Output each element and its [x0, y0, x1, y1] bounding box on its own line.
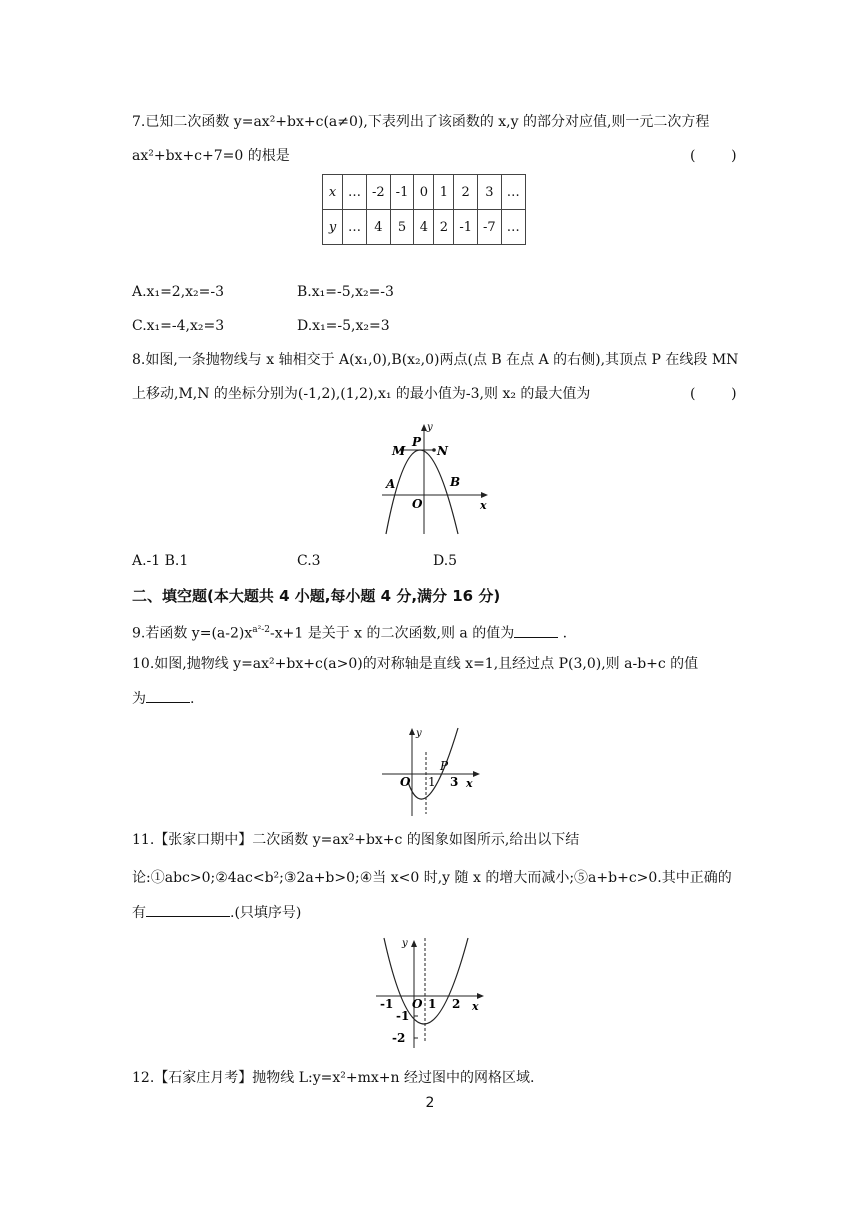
- table-cell: 4: [414, 210, 434, 245]
- x-axis-arrow: [473, 771, 480, 777]
- table-cell: …: [501, 210, 525, 245]
- q7-answer-paren: ( ): [690, 148, 737, 164]
- q8-stem-line2: 上移动,M,N 的坐标分别为(-1,2),(1,2),x₁ 的最小值为-3,则 x₂ 的最大值为: [132, 386, 591, 402]
- label-two: 2: [452, 997, 461, 1011]
- q10-text-pre: 为: [132, 691, 146, 707]
- table-cell: 2: [454, 175, 478, 210]
- q7-stem-line1: 7.已知二次函数 y=ax²+bx+c(a≠0),下表列出了该函数的 x,y 的部分对应值,则一元二次方程: [132, 114, 710, 130]
- table-cell: x: [323, 175, 343, 210]
- table-cell: …: [343, 210, 367, 245]
- table-cell: -1: [454, 210, 478, 245]
- label-x: x: [472, 1000, 479, 1013]
- q10-stem-line1: 10.如图,抛物线 y=ax²+bx+c(a>0)的对称轴是直线 x=1,且经过点 P(3,0),则 a-b+c 的值: [132, 656, 699, 672]
- q11-stem-line2: 论:①abc>0;②4ac<b²;③2a+b>0;④当 x<0 时,y 随 x 的增大而减小;⑤a+b+c>0.其中正确的: [132, 870, 732, 886]
- label-three: 3: [450, 775, 459, 789]
- label-p: P: [412, 435, 422, 449]
- label-x: x: [480, 499, 487, 512]
- table-cell: 1: [434, 175, 454, 210]
- table-row: [323, 175, 526, 210]
- label-m: M: [392, 444, 406, 458]
- label-one: 1: [428, 997, 437, 1011]
- table-cell: y: [323, 210, 343, 245]
- label-o: O: [412, 997, 423, 1011]
- label-neg1-x: -1: [380, 997, 394, 1011]
- q8-stem-line1: 8.如图,一条抛物线与 x 轴相交于 A(x₁,0),B(x₂,0)两点(点 B 在点 A 的右侧),其顶点 P 在线段 MN: [132, 352, 739, 368]
- q9-text-pre: 9.若函数 y=(a-2)x: [132, 625, 253, 642]
- q7-value-table: [322, 174, 526, 245]
- q7-option-c: C.x₁=-4,x₂=3: [132, 318, 225, 334]
- q10-answer-blank[interactable]: [146, 688, 190, 703]
- label-a: A: [386, 477, 396, 491]
- q11-stem-line1: 11.【张家口期中】二次函数 y=ax²+bx+c 的图象如图所示,给出以下结: [132, 832, 580, 848]
- label-neg1-y: -1: [396, 1009, 410, 1023]
- q8-option-d: D.5: [433, 553, 458, 569]
- q11-stem-line3: [132, 902, 301, 923]
- x-axis-arrow: [477, 993, 484, 999]
- x-axis-arrow: [481, 492, 488, 498]
- q8-parabola-figure: [372, 418, 502, 538]
- label-one: 1: [428, 775, 436, 789]
- q9-stem: [132, 620, 567, 644]
- section-heading: 二、填空题(本大题共 4 小题,每小题 4 分,满分 16 分): [132, 587, 501, 605]
- page-number: 2: [425, 1095, 435, 1111]
- q12-stem-line1: 12.【石家庄月考】抛物线 L:y=x²+mx+n 经过图中的网格区域.: [132, 1070, 535, 1086]
- table-cell: -7: [478, 210, 502, 245]
- parabola-curve: [386, 450, 461, 534]
- q9-exponent: a²-2: [252, 625, 271, 635]
- label-o: O: [400, 775, 411, 789]
- label-y: y: [416, 728, 422, 739]
- table-cell: -2: [367, 175, 391, 210]
- table-cell: -1: [390, 175, 414, 210]
- q8-option-ab: A.-1 B.1: [132, 553, 189, 569]
- point-n: [432, 448, 436, 452]
- q7-option-a: A.x₁=2,x₂=-3: [132, 284, 225, 300]
- q10-parabola-figure: [378, 724, 488, 820]
- q8-option-c: C.3: [297, 553, 321, 569]
- q11-text-end: .(只填序号): [230, 905, 302, 921]
- label-x: x: [466, 777, 473, 790]
- q11-answer-blank[interactable]: [146, 902, 230, 917]
- label-b: B: [450, 475, 461, 489]
- table-cell: 2: [434, 210, 454, 245]
- label-y: y: [402, 938, 408, 949]
- q10-text-end: .: [190, 691, 195, 707]
- label-p: P: [440, 759, 449, 773]
- q7-stem-line2: ax²+bx+c+7=0 的根是: [132, 148, 290, 164]
- label-y: y: [427, 422, 433, 433]
- table-cell: …: [501, 175, 525, 210]
- table-cell: 0: [414, 175, 434, 210]
- label-neg2: -2: [392, 1031, 406, 1045]
- y-axis-arrow: [411, 940, 417, 947]
- q10-stem-line2: [132, 688, 194, 709]
- q9-text-post: -x+1 是关于 x 的二次函数,则 a 的值为: [270, 625, 515, 642]
- label-o: O: [412, 497, 423, 511]
- q7-option-b: B.x₁=-5,x₂=-3: [297, 284, 394, 300]
- q7-option-d: D.x₁=-5,x₂=3: [297, 318, 390, 334]
- q9-answer-blank[interactable]: [514, 623, 558, 638]
- table-row: [323, 210, 526, 245]
- q11-text-pre: 有: [132, 905, 146, 921]
- table-cell: …: [343, 175, 367, 210]
- q8-answer-paren: ( ): [690, 386, 737, 402]
- table-cell: 5: [390, 210, 414, 245]
- q9-text-end: .: [558, 625, 568, 642]
- table-cell: 3: [478, 175, 502, 210]
- y-axis-arrow: [409, 728, 415, 735]
- label-n: N: [437, 444, 448, 458]
- q11-parabola-figure: [372, 934, 490, 1052]
- table-cell: 4: [367, 210, 391, 245]
